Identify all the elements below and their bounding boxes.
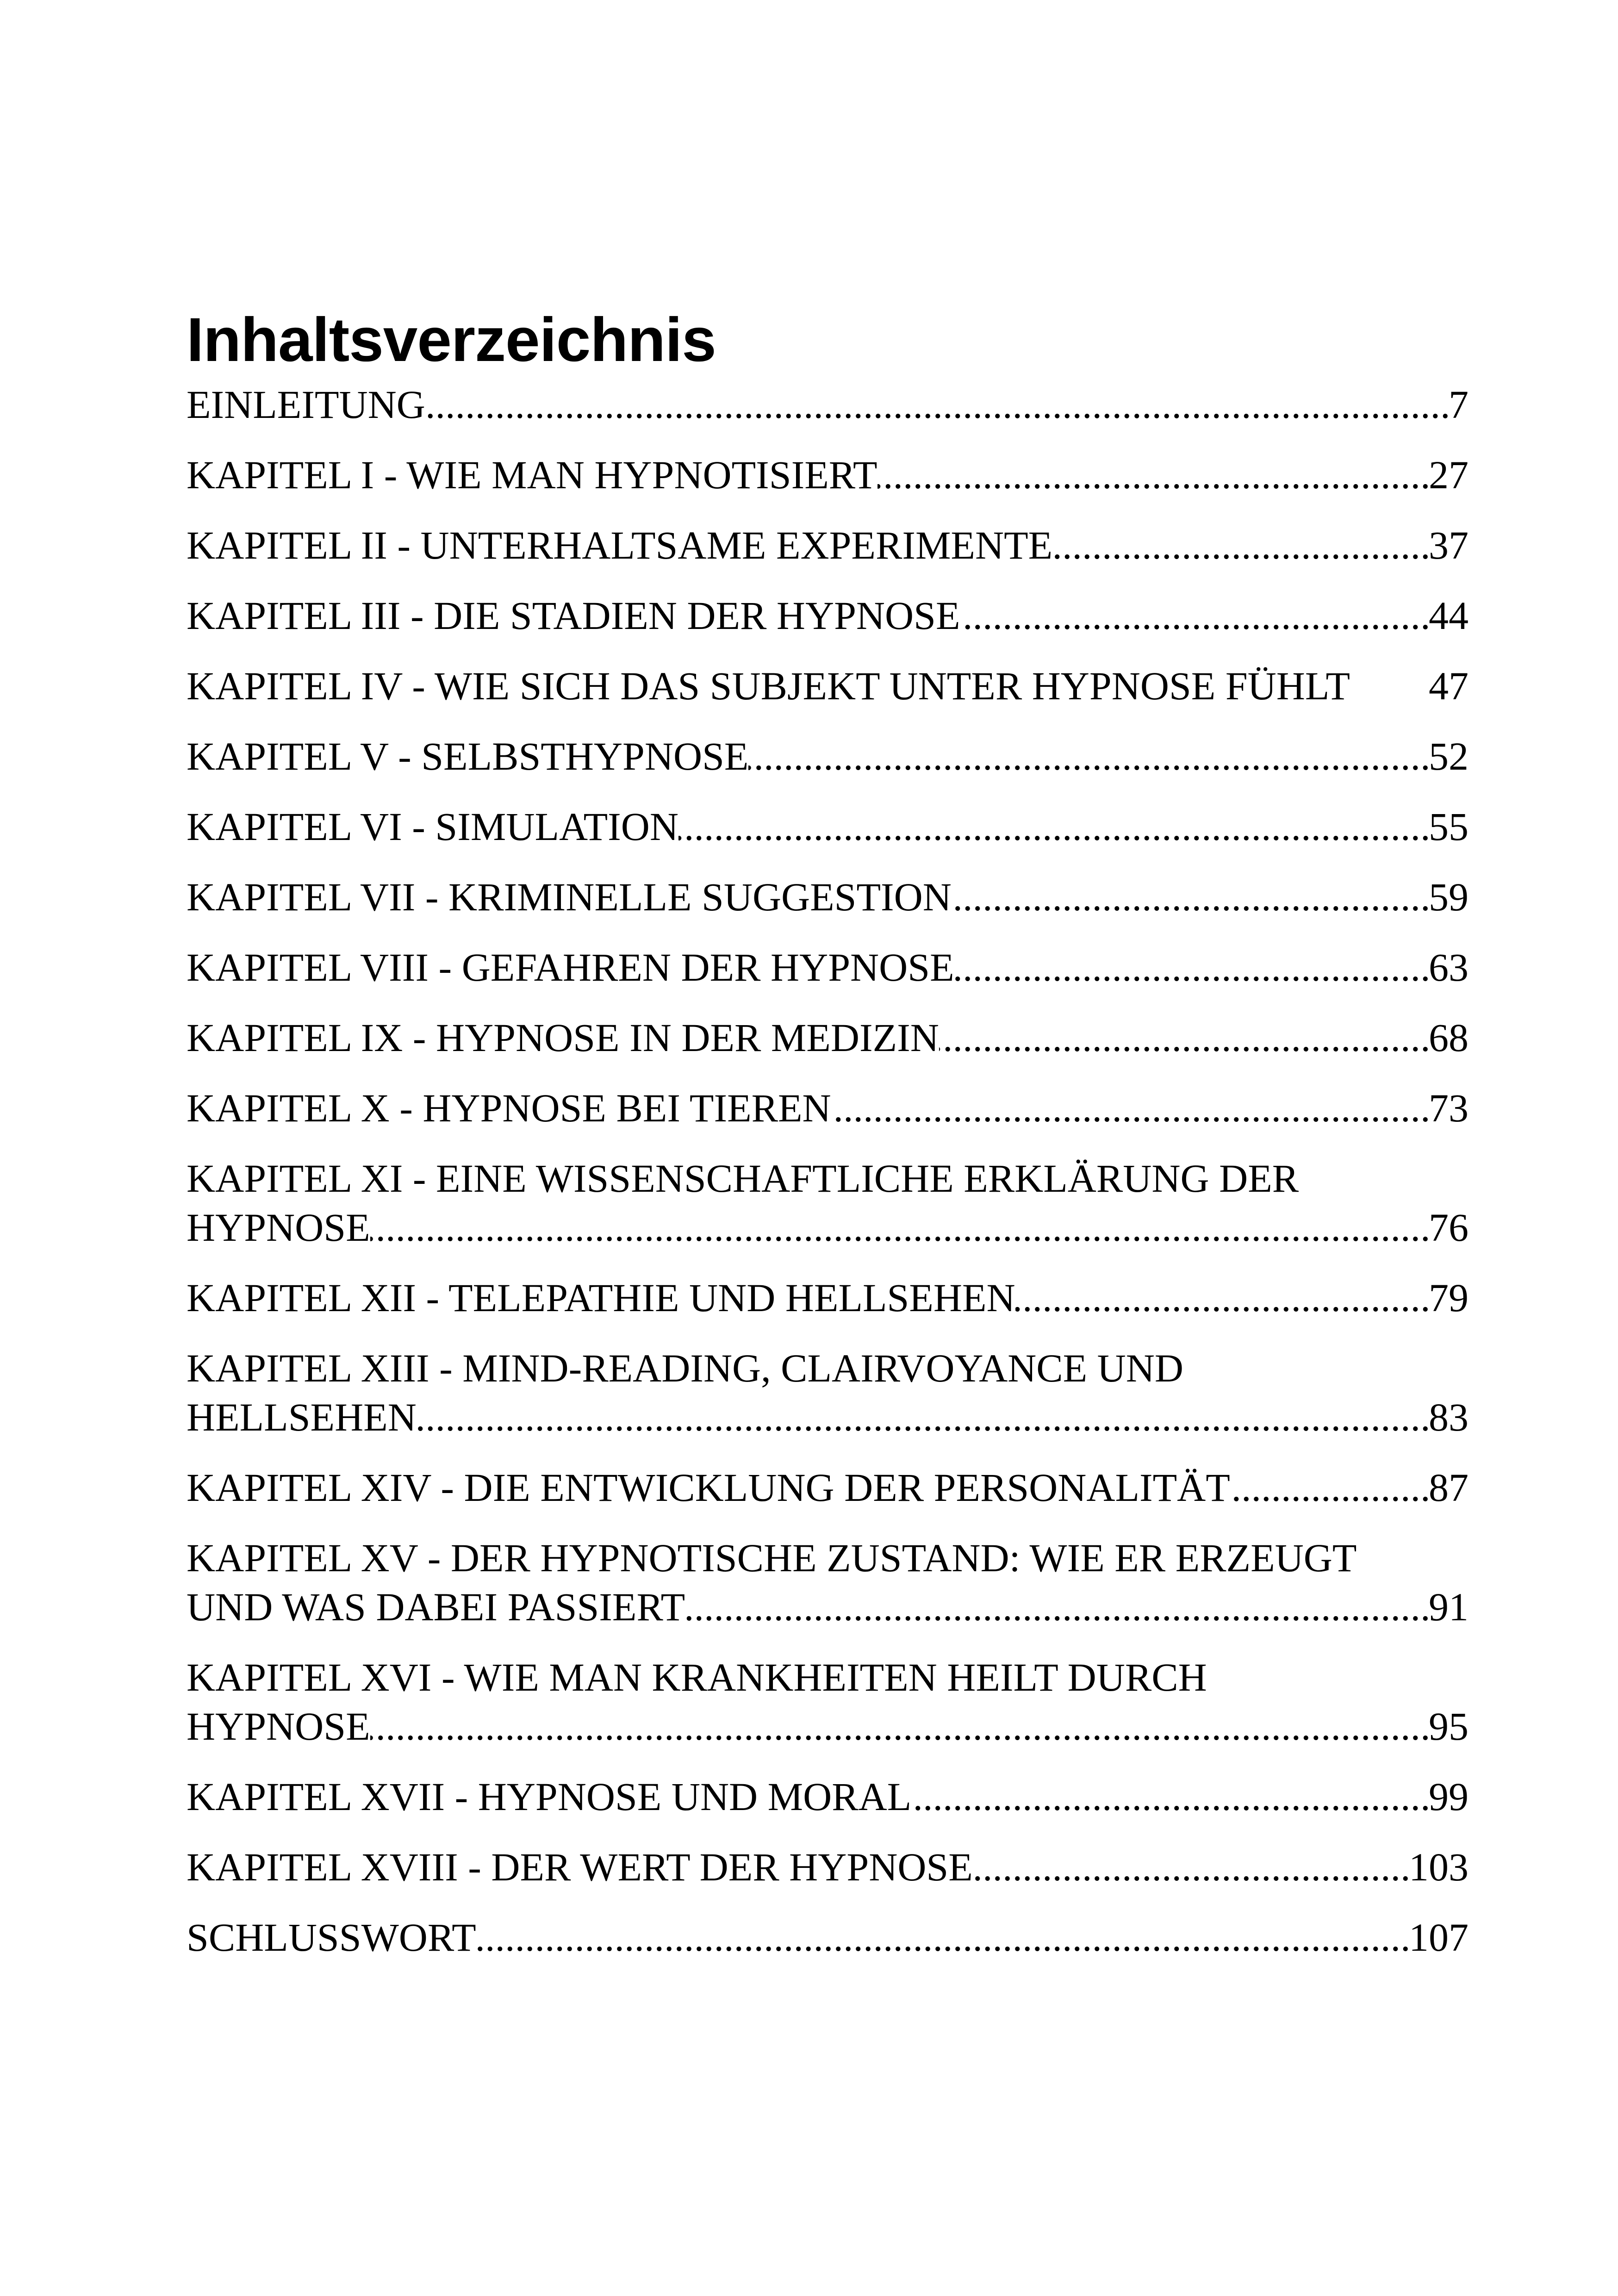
toc-entry (187, 450, 1469, 499)
toc-entry (187, 872, 1469, 921)
toc-entry-page-number: 73 (1428, 1083, 1469, 1132)
toc-entry-title: KAPITEL III - DIE STADIEN DER HYPNOSE (187, 593, 960, 638)
toc-entry-title: KAPITEL VI - SIMULATION (187, 804, 678, 849)
toc-entry-page-number: 47 (1428, 661, 1469, 710)
toc-entry-page-number: 76 (1428, 1203, 1469, 1252)
toc-entry-title: KAPITEL IX - HYPNOSE IN DER MEDIZIN (187, 1015, 939, 1060)
toc-entry-title: KAPITEL X - HYPNOSE BEI TIEREN (187, 1086, 831, 1130)
toc-entry (187, 661, 1469, 710)
toc-entry (187, 1772, 1469, 1821)
toc-entry (187, 1344, 1469, 1442)
toc-entry-page-number: 99 (1428, 1772, 1469, 1821)
dot-leader (187, 1702, 1469, 1751)
toc-entry-title: KAPITEL VII - KRIMINELLE SUGGESTION (187, 875, 952, 919)
toc-entry-title: KAPITEL XV - DER HYPNOTISCHE ZUSTAND: WIE ER ERZEUGT UND WAS DABEI PASSIERT (187, 1536, 1357, 1629)
toc-entry-page-number: 27 (1428, 450, 1469, 499)
toc-entry (187, 1913, 1469, 1962)
toc-entry (187, 591, 1469, 640)
toc-entry (187, 521, 1469, 570)
toc-entry (187, 380, 1469, 429)
toc-entry-page-number: 52 (1428, 732, 1469, 781)
toc-list (187, 380, 1469, 1962)
toc-entry-title: KAPITEL IV - WIE SICH DAS SUBJEKT UNTER HYPNOSE FÜHLT (187, 664, 1350, 708)
toc-entry-title: KAPITEL XII - TELEPATHIE UND HELLSEHEN (187, 1276, 1015, 1320)
toc-entry-title: KAPITEL V - SELBSTHYPNOSE (187, 734, 749, 778)
toc-entry (187, 1533, 1469, 1631)
toc-entry-title: KAPITEL VIII - GEFAHREN DER HYPNOSE (187, 945, 954, 989)
page-title: Inhaltsverzeichnis (187, 305, 716, 374)
toc-entry (187, 1842, 1469, 1892)
toc-entry-page-number: 59 (1428, 872, 1469, 921)
toc-entry-page-number: 107 (1408, 1913, 1469, 1962)
toc-entry-title: KAPITEL II - UNTERHALTSAME EXPERIMENTE (187, 523, 1053, 567)
toc-entry-title: KAPITEL XVII - HYPNOSE UND MORAL (187, 1774, 912, 1819)
toc-entry (187, 1154, 1469, 1252)
toc-entry-page-number: 83 (1428, 1393, 1469, 1442)
toc-entry (187, 1463, 1469, 1512)
toc-entry (187, 1653, 1469, 1751)
toc-entry-title: KAPITEL XVI - WIE MAN KRANKHEITEN HEILT DURCH HYPNOSE (187, 1655, 1207, 1748)
toc-entry-title: KAPITEL XVIII - DER WERT DER HYPNOSE (187, 1845, 973, 1889)
toc-entry-page-number: 7 (1448, 380, 1469, 429)
toc-entry-page-number: 95 (1428, 1702, 1469, 1751)
toc-entry-page-number: 63 (1428, 943, 1469, 992)
toc-entry-title: SCHLUSSWORT (187, 1915, 476, 1960)
toc-entry-page-number: 37 (1428, 521, 1469, 570)
toc-entry (187, 802, 1469, 851)
toc-entry-title: KAPITEL XI - EINE WISSENSCHAFTLICHE ERKLÄRUNG DER HYPNOSE (187, 1156, 1299, 1250)
dot-leader (187, 1203, 1469, 1252)
toc-entry (187, 1083, 1469, 1132)
toc-entry-title: KAPITEL I - WIE MAN HYPNOTISIERT (187, 453, 877, 497)
toc-entry-title: KAPITEL XIII - MIND-READING, CLAIRVOYANCE UND HELLSEHEN (187, 1346, 1183, 1439)
toc-entry-page-number: 87 (1428, 1463, 1469, 1512)
toc-entry-title: KAPITEL XIV - DIE ENTWICKLUNG DER PERSONALITÄT (187, 1465, 1230, 1510)
toc-entry (187, 1013, 1469, 1062)
toc-entry-page-number: 79 (1428, 1273, 1469, 1322)
toc-entry-page-number: 68 (1428, 1013, 1469, 1062)
toc-entry (187, 732, 1469, 781)
toc-entry-page-number: 44 (1428, 591, 1469, 640)
toc-entry (187, 1273, 1469, 1322)
toc-entry-title: EINLEITUNG (187, 382, 425, 427)
toc-entry-page-number: 103 (1408, 1842, 1469, 1892)
toc-entry-page-number: 91 (1428, 1582, 1469, 1631)
toc-entry-page-number: 55 (1428, 802, 1469, 851)
toc-page (187, 303, 1469, 1983)
toc-entry (187, 943, 1469, 992)
